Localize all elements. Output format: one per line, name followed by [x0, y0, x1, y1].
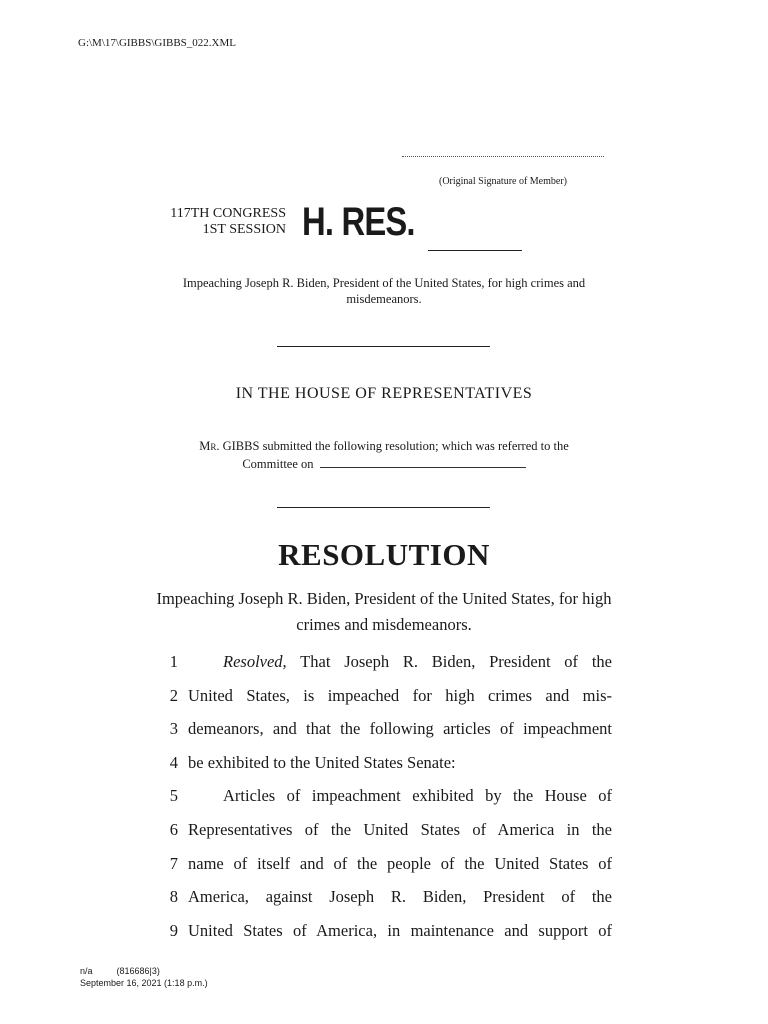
line-text: United States of America, in maintenance and support of [188, 920, 612, 940]
numbered-line [160, 816, 612, 850]
line-number: 2 [169, 685, 178, 705]
signature-line [402, 156, 604, 157]
numbered-line [160, 917, 612, 951]
submission-text: submitted the following resolution; which was referred to the Committee on [242, 439, 569, 471]
divider-rule [277, 507, 490, 508]
file-path: G:\M\17\GIBBS\GIBBS_022.XML [78, 37, 236, 49]
line-number: 4 [169, 752, 178, 772]
numbered-line [160, 749, 612, 783]
line-number: 5 [169, 786, 178, 806]
resolution-body [160, 648, 612, 950]
chamber-heading: IN THE HOUSE OF REPRESENTATIVES [235, 385, 533, 402]
line-number: 3 [169, 719, 178, 739]
resolved-word: Resolved, [223, 652, 287, 671]
divider-rule [277, 346, 490, 347]
line-text: United States, is impeached for high crimes and mis- [188, 685, 612, 705]
line-text: Articles of impeachment exhibited by the House of [223, 786, 612, 806]
numbered-line [160, 883, 612, 917]
committee-blank [320, 455, 526, 468]
line-text: be exhibited to the United States Senate: [188, 752, 456, 772]
long-title: Impeaching Joseph R. Biden, President of the United States, for high crimes and misdemeanors. [156, 589, 612, 634]
footer-date: September 16, 2021 (1:18 p.m.) [80, 978, 208, 988]
member-name: Mr. GIBBS [199, 439, 260, 453]
line-text: America, against Joseph R. Biden, President of the [188, 887, 612, 907]
numbered-line [160, 850, 612, 884]
line-number: 8 [169, 887, 178, 907]
signature-caption: (Original Signature of Member) [438, 176, 568, 187]
congress-session-block [140, 206, 286, 238]
line-number: 1 [169, 652, 178, 671]
page-footer [80, 965, 208, 989]
line-number: 7 [169, 853, 178, 873]
session-label: 1ST SESSION [202, 222, 286, 237]
line-text: Representatives of the United States of America in the [188, 819, 612, 839]
line-text: Resolved, That Joseph R. Biden, President of the [223, 652, 612, 671]
line-text: name of itself and of the people of the United States of [188, 853, 612, 873]
caption-title: Impeaching Joseph R. Biden, President of the United States, for high crimes and misdemeanors. [182, 276, 586, 306]
footer-status: n/a [80, 966, 93, 976]
footer-doc-id: (816686|3) [116, 966, 160, 976]
congress-label: 117TH CONGRESS [170, 206, 286, 221]
bill-type: H. RES. [302, 200, 415, 244]
line-number: 9 [169, 920, 178, 940]
submission-statement [170, 438, 598, 473]
numbered-line [160, 715, 612, 749]
bill-number-blank [428, 250, 522, 251]
numbered-line [160, 648, 612, 682]
resolution-heading: RESOLUTION [278, 537, 490, 572]
numbered-line [160, 682, 612, 716]
line-number: 6 [169, 819, 178, 839]
numbered-line [160, 782, 612, 816]
line-text: demeanors, and that the following articles of impeachment [188, 719, 612, 739]
